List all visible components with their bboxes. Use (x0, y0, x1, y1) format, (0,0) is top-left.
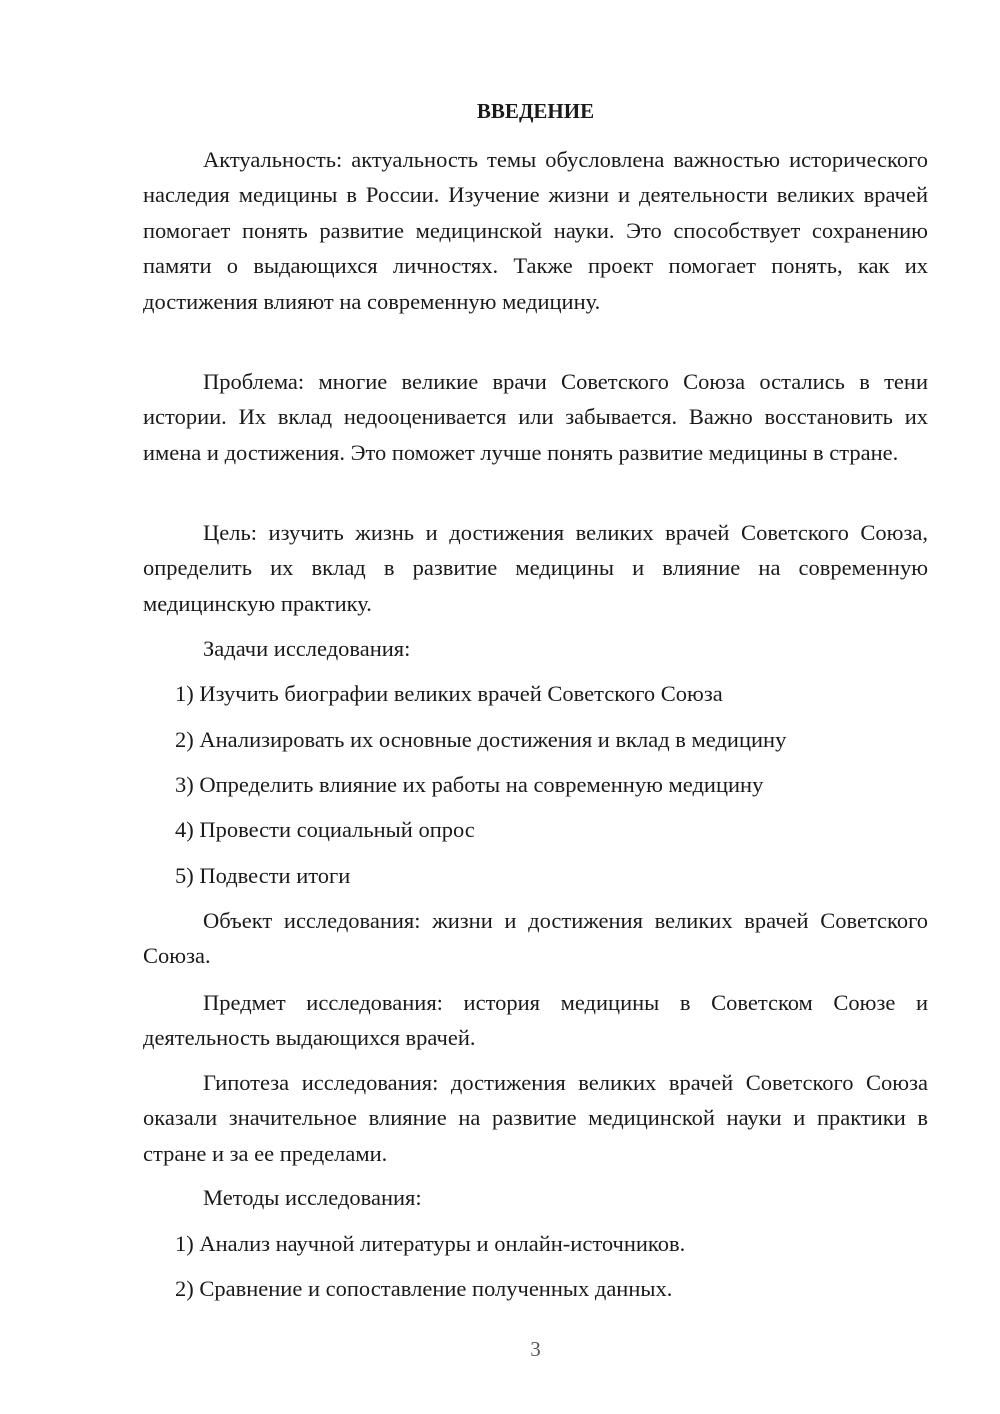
problem-paragraph: Проблема: многие великие врачи Советского Союза остались в тени истории. Их вклад недооценивается или забывается. Важно восстановить их имена и достижения. Это поможет лучше понять развитие медицины в стране. (143, 369, 928, 465)
page-title: ВВЕДЕНИЕ (476, 99, 595, 123)
object-paragraph: Объект исследования: жизни и достижения великих врачей Советского Союза. (143, 908, 928, 969)
task-item: 3) Определить влияние их работы на современную медицину (175, 772, 764, 797)
goal-paragraph: Цель: изучить жизнь и достижения великих врачей Советского Союза, определить их вклад в развитие медицины и влияние на современную медицинскую практику. (143, 520, 928, 616)
document-page (143, 0, 928, 1414)
method-item: 2) Сравнение и сопоставление полученных данных. (175, 1276, 673, 1301)
task-item: 1) Изучить биографии великих врачей Советского Союза (175, 681, 723, 706)
task-item: 5) Подвести итоги (175, 863, 351, 888)
task-item: 2) Анализировать их основные достижения и вклад в медицину (175, 727, 787, 752)
subject-paragraph: Предмет исследования: история медицины в Советском Союзе и деятельность выдающихся врачей. (143, 990, 928, 1051)
task-item: 4) Провести социальный опрос (175, 817, 475, 842)
methods-heading: Методы исследования: (203, 1185, 422, 1210)
page-number: 3 (530, 1337, 541, 1361)
tasks-heading: Задачи исследования: (203, 636, 411, 661)
method-item: 1) Анализ научной литературы и онлайн-источников. (175, 1231, 686, 1256)
relevance-paragraph: Актуальность: актуальность темы обусловлена важностью исторического наследия медицины в России. Изучение жизни и деятельности великих врачей помогает понять развитие медицинской науки. Это способствует сохранению памяти о выдающихся личностях. Также проект помогает понять, как их достижения влияют на современную медицину. (143, 147, 928, 314)
hypothesis-paragraph: Гипотеза исследования: достижения великих врачей Советского Союза оказали значительное влияние на развитие медицинской науки и практики в стране и за ее пределами. (143, 1070, 928, 1166)
